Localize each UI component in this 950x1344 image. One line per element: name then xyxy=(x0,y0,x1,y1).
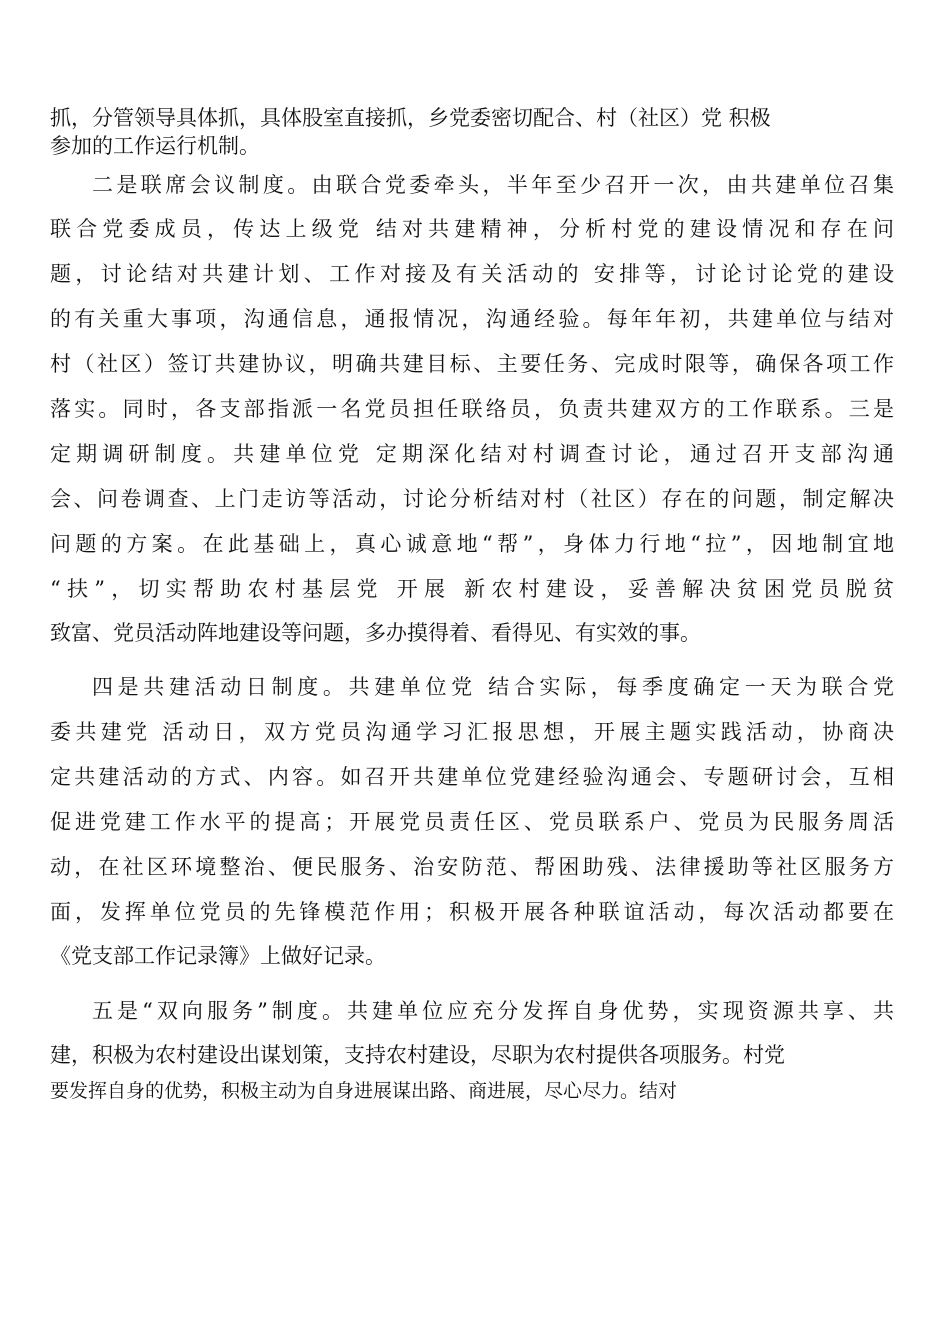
text-line-16: 定共建活动的方式、内容。如召开共建单位党建经验沟通会、专题研讨会，互相 xyxy=(50,765,894,789)
text-line-20: 《党支部工作记录簿》上做好记录。 xyxy=(50,944,386,968)
text-line-2: 参加的工作运行机制。 xyxy=(50,134,260,158)
text-line-17: 促进党建工作水平的提高；开展党员责任区、党员联系户、党员为民服务周活 xyxy=(50,810,894,834)
text-line-19: 面，发挥单位党员的先锋模范作用；积极开展各种联谊活动，每次活动都要在 xyxy=(50,900,894,924)
text-line-4: 联合党委成员，传达上级党 结对共建精神，分析村党的建设情况和存在问 xyxy=(50,217,894,241)
text-line-9: 定期调研制度。共建单位党 定期深化结对村调查讨论，通过召开支部沟通 xyxy=(50,442,894,466)
text-line-23: 要发挥自身的优势，积极主动为自身进展谋出路、商进展，尽心尽力。结对 xyxy=(50,1080,678,1102)
text-line-3: 二是联席会议制度。由联合党委牵头，半年至少召开一次，由共建单位召集 xyxy=(92,173,894,197)
text-line-10: 会、问卷调查、上门走访等活动，讨论分析结对村（社区）存在的问题，制定解决 xyxy=(50,487,894,511)
text-line-14: 四是共建活动日制度。共建单位党 结合实际，每季度确定一天为联合党 xyxy=(92,675,894,699)
text-line-12: “扶”，切实帮助农村基层党 开展 新农村建设，妥善解决贫困党员脱贫 xyxy=(50,577,894,601)
text-line-8: 落实。同时，各支部指派一名党员担任联络员，负责共建双方的工作联系。三是 xyxy=(50,397,894,421)
text-line-15: 委共建党 活动日，双方党员沟通学习汇报思想，开展主题实践活动，协商决 xyxy=(50,720,894,744)
text-line-1: 抓，分管领导具体抓，具体股室直接抓，乡党委密切配合、村（社区）党 积极 xyxy=(50,106,771,130)
text-line-13: 致富、党员活动阵地建设等问题，多办摸得着、看得见、有实效的事。 xyxy=(50,621,701,645)
text-line-21: 五是“双向服务”制度。共建单位应充分发挥自身优势，实现资源共享、共 xyxy=(92,999,894,1023)
text-line-6: 的有关重大事项，沟通信息，通报情况，沟通经验。每年年初，共建单位与结对 xyxy=(50,307,894,331)
text-line-22: 建，积极为农村建设出谋划策，支持农村建设，尽职为农村提供各项服务。村党 xyxy=(50,1043,785,1067)
text-line-5: 题，讨论结对共建计划、工作对接及有关活动的 安排等，讨论讨论党的建设 xyxy=(50,262,894,286)
text-line-18: 动，在社区环境整治、便民服务、治安防范、帮困助残、法律援助等社区服务方 xyxy=(50,855,894,879)
text-line-11: 问题的方案。在此基础上，真心诚意地“帮”，身体力行地“拉”，因地制宜地 xyxy=(50,532,894,556)
text-line-7: 村（社区）签订共建协议，明确共建目标、主要任务、完成时限等，确保各项工作 xyxy=(50,352,894,376)
